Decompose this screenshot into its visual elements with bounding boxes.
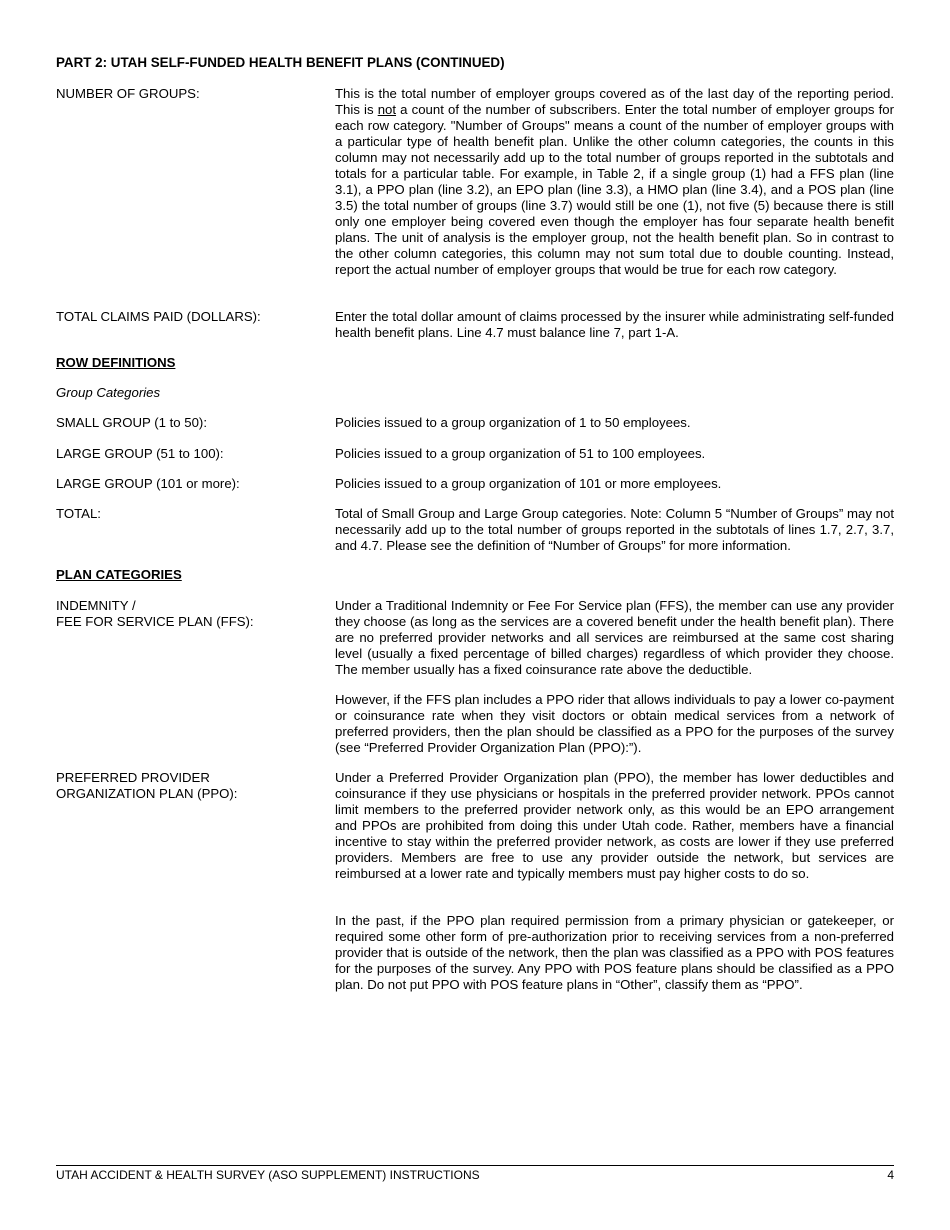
- ppo-label-line1: PREFERRED PROVIDER: [56, 770, 210, 785]
- page-number: 4: [887, 1168, 894, 1182]
- group-categories-subheading: Group Categories: [56, 385, 161, 400]
- number-of-groups-text-a: This is the total number of employer groups covered as of the last day of the reporting period. This is: [335, 86, 894, 117]
- small-group-label: SMALL GROUP (1 to 50):: [56, 415, 207, 430]
- large-group-101-plus-label: LARGE GROUP (101 or more):: [56, 476, 240, 491]
- number-of-groups-description: [335, 86, 894, 278]
- footer-title: UTAH ACCIDENT & HEALTH SURVEY (ASO SUPPLEMENT) INSTRUCTIONS: [56, 1168, 480, 1182]
- large-group-51-100-label: LARGE GROUP (51 to 100):: [56, 446, 224, 461]
- ppo-description-para2: In the past, if the PPO plan required permission from a primary physician or gatekeeper, or required some other form of pre-authorization prior to receiving services from a non-preferred provider that is outside of the network, then the plan was classified as a PPO with POS features for the purposes of the survey. Any PPO with POS feature plans should be classified as a PPO plan. Do not put PPO with POS feature plans in “Other”, classify them as “PPO”.: [335, 913, 894, 992]
- small-group-description: Policies issued to a group organization of 1 to 50 employees.: [335, 415, 691, 430]
- footer-divider: [56, 1165, 894, 1166]
- total-claims-description: Enter the total dollar amount of claims processed by the insurer while administrating self-funded health benefit plans. Line 4.7 must balance line 7, part 1-A.: [335, 309, 894, 340]
- ffs-description-para2: However, if the FFS plan includes a PPO rider that allows individuals to pay a lower co-payment or coinsurance rate when they visit doctors or obtain medical services from a network of preferred providers, then the plan should be classified as a PPO for the purposes of the survey (see “Preferred Provider Organization Plan (PPO):”).: [335, 692, 894, 755]
- page-title: PART 2: UTAH SELF-FUNDED HEALTH BENEFIT PLANS (CONTINUED): [56, 55, 505, 70]
- number-of-groups-not-emphasis: not: [377, 102, 397, 117]
- number-of-groups-label: NUMBER OF GROUPS:: [56, 86, 200, 101]
- ffs-description-para1: Under a Traditional Indemnity or Fee For Service plan (FFS), the member can use any provider they choose (as long as the services are a covered benefit under the health benefit plan). There are no preferred provider networks and all services are reimbursed at the same cost sharing level (usually a fixed percentage of billed charges) regardless of which provider they choose. The member usually has a fixed coinsurance rate above the deductible.: [335, 598, 894, 677]
- number-of-groups-text-b: a count of the number of subscribers. Enter the total number of employer groups for each row category. "Number of Groups" means a count of the number of employer groups with a particular type of health benefit plan. Unlike the other column categories, the counts in this column may not necessarily add up to the total number of groups reported in the subtotals and totals for a particular table. For example, in Table 2, if a single group (1) had a FFS plan (line 3.1), a PPO plan (line 3.2), an EPO plan (line 3.3), a HMO plan (line 3.4), and a POS plan (line 3.5) the total number of groups (line 3.7) would still be one (1), not five (5) because there is still only one employer being covered even though the employer has four separate health benefit plans. The unit of analysis is the employer group, not the health benefit plan. So in contrast to the other column categories, this column may not sum total due to double counting. Instead, report the actual number of employer groups that would be true for each row category.: [335, 102, 895, 277]
- ffs-label: [56, 598, 321, 630]
- total-claims-label: TOTAL CLAIMS PAID (DOLLARS):: [56, 309, 261, 324]
- ppo-description-para1: Under a Preferred Provider Organization plan (PPO), the member has lower deductibles and coinsurance if they use physicians or hospitals in the preferred provider network. PPOs cannot limit members to the preferred provider network only, as this would be an EPO arrangement and PPOs are prohibited from doing this under Utah code. Rather, members have a financial incentive to stay within the preferred provider network, as costs are lower if they use preferred providers. Members are free to use any provider outside the network, but services are reimbursed at a lower rate and typically members must pay higher costs to do so.: [335, 770, 894, 881]
- ppo-label: [56, 770, 321, 802]
- total-row-description: Total of Small Group and Large Group categories. Note: Column 5 “Number of Groups” may not necessarily add up to the total number of groups reported in the subtotals of lines 1.7, 2.7, 3.7, and 4.7. Please see the definition of “Number of Groups” for more information.: [335, 506, 894, 553]
- large-group-101-plus-description: Policies issued to a group organization of 101 or more employees.: [335, 476, 722, 491]
- large-group-51-100-description: Policies issued to a group organization of 51 to 100 employees.: [335, 446, 706, 461]
- ffs-label-line2: FEE FOR SERVICE PLAN (FFS):: [56, 614, 254, 629]
- total-row-label: TOTAL:: [56, 506, 101, 521]
- plan-categories-heading: PLAN CATEGORIES: [56, 567, 182, 582]
- ppo-label-line2: ORGANIZATION PLAN (PPO):: [56, 786, 238, 801]
- row-definitions-heading: ROW DEFINITIONS: [56, 355, 176, 370]
- ffs-label-line1: INDEMNITY /: [56, 598, 136, 613]
